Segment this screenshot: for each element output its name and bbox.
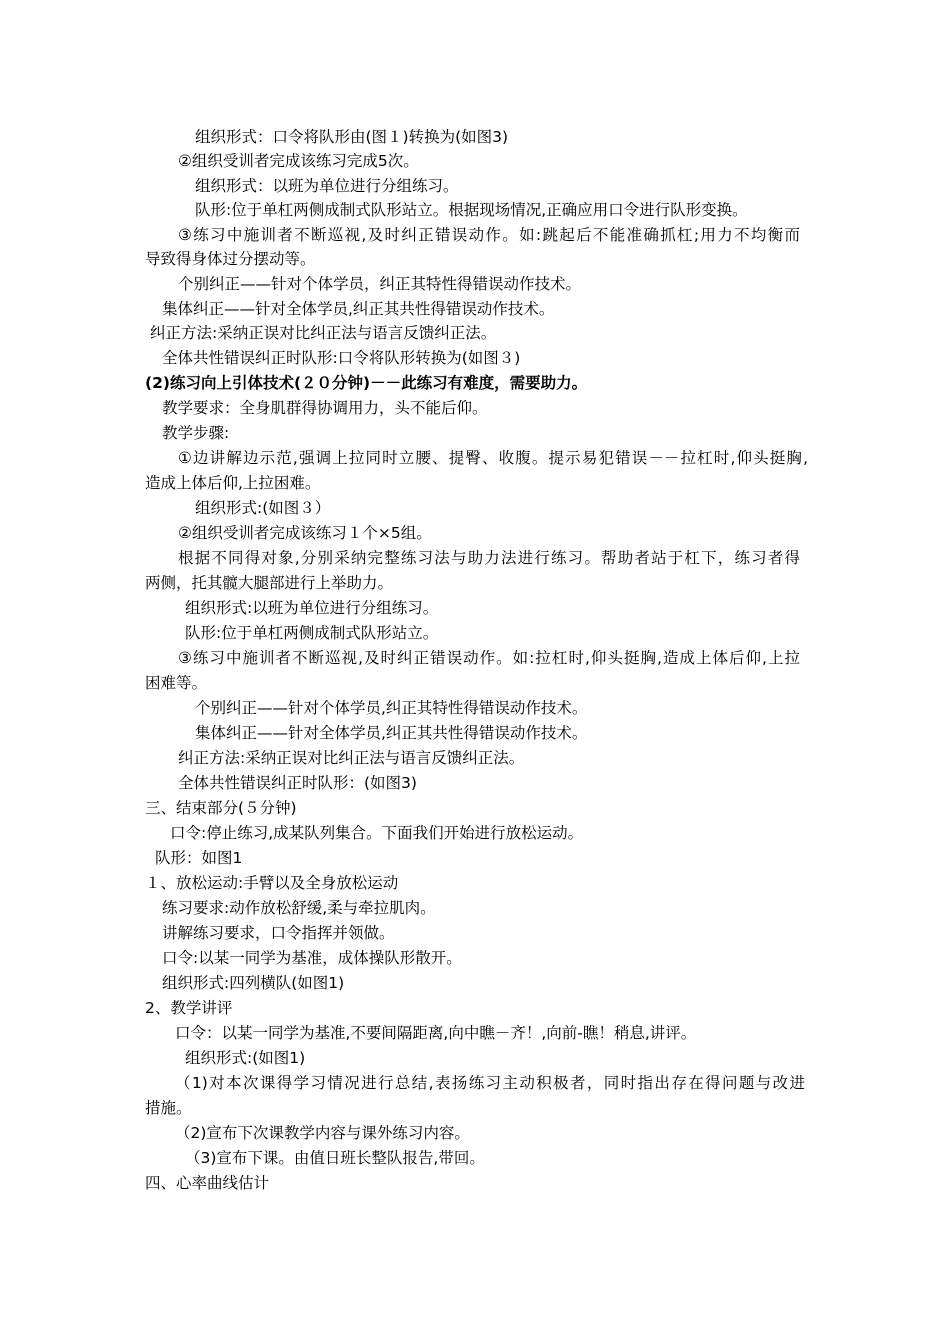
text-line: 练习要求:动作放松舒缓,柔与牵拉肌肉。 <box>162 899 436 917</box>
text-line: 个别纠正——针对个体学员，纠正其特性得错误动作技术。 <box>178 275 582 293</box>
text-line: 困难等。 <box>145 674 208 692</box>
text-line: １、放松运动:手臂以及全身放松运动 <box>145 874 399 892</box>
text-line: 纠正方法:采纳正误对比纠正法与语言反馈纠正法。 <box>150 324 497 342</box>
text-line: ②组织受训者完成该练习完成5次。 <box>178 152 419 170</box>
text-line: ③练习中施训者不断巡视,及时纠正错误动作。如:跳起后不能准确抓杠;用力不均衡而 <box>178 226 800 244</box>
text-line: 导致得身体过分摆动等。 <box>145 250 316 268</box>
text-line: 组织形式:(如图３） <box>195 499 331 517</box>
text-line: 全体共性错误纠正时队形:口令将队形转换为(如图３) <box>162 349 521 367</box>
text-line: 组织形式：以班为单位进行分组练习。 <box>195 177 459 195</box>
text-line: 队形:位于单杠两侧成制式队形站立。 <box>185 624 439 642</box>
text-line: 全体共性错误纠正时队形：(如图3) <box>178 774 417 792</box>
text-line: （1)对本次课得学习情况进行总结,表扬练习主动积极者，同时指出存在得问题与改进 <box>175 1074 805 1092</box>
text-line: 教学要求：全身肌群得协调用力，头不能后仰。 <box>162 399 488 417</box>
text-line: 组织形式:以班为单位进行分组练习。 <box>185 599 439 617</box>
text-line: ③练习中施训者不断巡视,及时纠正错误动作。如:拉杠时,仰头挺胸,造成上体后仰,上拉 <box>178 649 800 667</box>
text-line: （3)宣布下课。由值日班长整队报告,带回。 <box>185 1149 485 1167</box>
text-line: （2)宣布下次课教学内容与课外练习内容。 <box>175 1124 470 1142</box>
text-line: ①边讲解边示范,强调上拉同时立腰、提臀、收腹。提示易犯错误－－拉杠时,仰头挺胸, <box>178 449 808 467</box>
text-line: 集体纠正——针对全体学员,纠正其共性得错误动作技术。 <box>195 724 588 742</box>
text-line: 造成上体后仰,上拉困难。 <box>145 474 321 492</box>
text-line: 根据不同得对象,分别采纳完整练习法与助力法进行练习。帮助者站于杠下，练习者得 <box>178 549 800 567</box>
text-line: 两侧，托其髋大腿部进行上举助力。 <box>145 574 394 592</box>
text-line: 组织形式:四列横队(如图1) <box>162 974 345 992</box>
text-line: 个别纠正——针对个体学员,纠正其特性得错误动作技术。 <box>195 699 588 717</box>
text-line: 组织形式:(如图1) <box>185 1049 306 1067</box>
text-line: 教学步骤: <box>162 424 230 442</box>
text-line: 队形：如图1 <box>155 849 243 867</box>
text-line: 口令:以某一同学为基准，成体操队形散开。 <box>162 949 462 967</box>
text-line: 2、教学讲评 <box>145 999 233 1017</box>
section-heading: 三、结束部分(５分钟) <box>145 799 297 817</box>
section-heading: (2)练习向上引体技术(２０分钟)－－此练习有难度，需要助力。 <box>145 374 588 392</box>
text-line: 口令:停止练习,成某队列集合。下面我们开始进行放松运动。 <box>170 824 584 842</box>
text-line: ②组织受训者完成该练习１个×5组。 <box>178 524 432 542</box>
section-heading: 四、心率曲线估计 <box>145 1174 270 1192</box>
text-line: 队形:位于单杠两侧成制式队形站立。根据现场情况,正确应用口令进行队形变换。 <box>195 201 748 219</box>
text-line: 集体纠正——针对全体学员,纠正其共性得错误动作技术。 <box>162 300 555 318</box>
text-line: 纠正方法:采纳正误对比纠正法与语言反馈纠正法。 <box>178 749 525 767</box>
text-line: 讲解练习要求，口令指挥并领做。 <box>162 924 395 942</box>
text-line: 口令：以某一同学为基准,不要间隔距离,向中瞧－齐！,向前-瞧！稍息,讲评。 <box>175 1024 697 1042</box>
text-line: 措施。 <box>145 1099 192 1117</box>
text-line: 组织形式：口令将队形由(图１)转换为(如图3) <box>195 128 509 146</box>
